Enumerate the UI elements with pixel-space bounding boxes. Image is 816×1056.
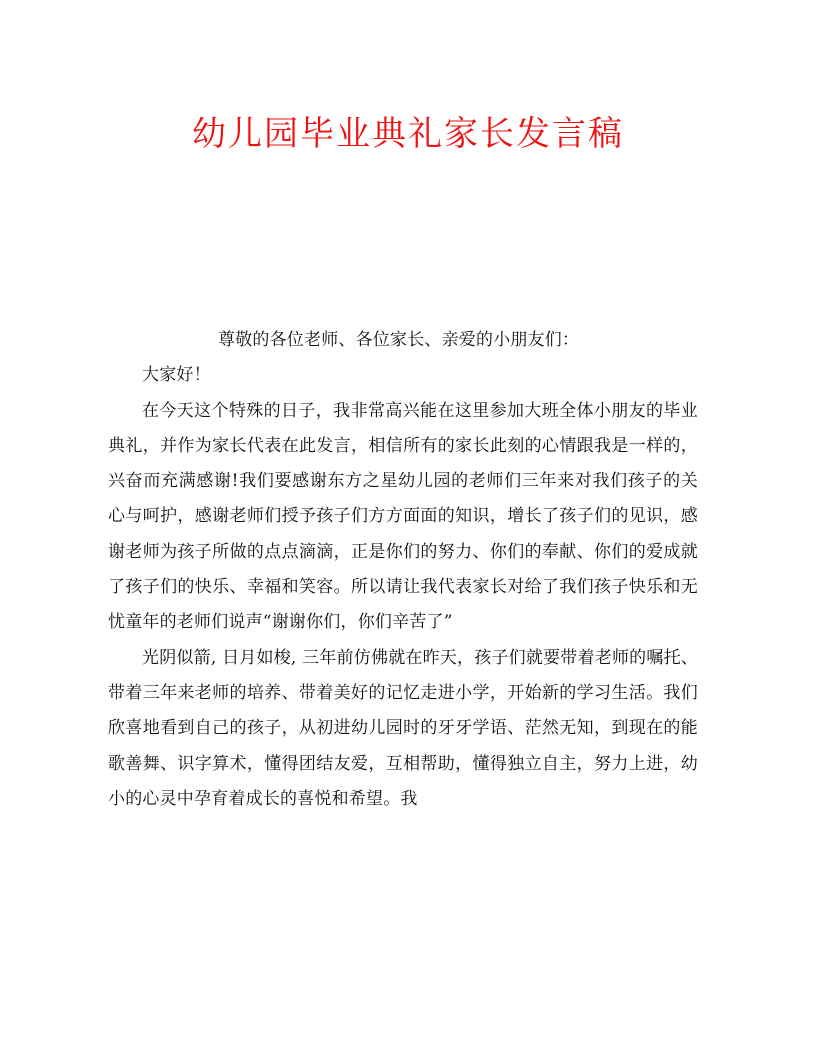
salutation-line: 尊敬的各位老师、各位家长、亲爱的小朋友们： — [218, 330, 580, 350]
document-body — [108, 323, 698, 817]
document-title: 幼儿园毕业典礼家长发言稿 — [192, 114, 624, 154]
body-paragraph: 在今天这个特殊的日子，我非常高兴能在这里参加大班全体小朋友的毕业典礼，并作为家长代表在此发言，相信所有的家长此刻的心情跟我是一样的，兴奋而充满感谢!我们要感谢东方之星幼儿园的老师们三年来对我们孩子的关心与呵护，感谢老师们授予孩子们方方面面的知识，增长了孩子们的见识，感谢老师为孩子所做的点点滴滴，正是你们的努力、你们的奉献、你们的爱成就了孩子们的快乐、幸福和笑容。所以请让我代表家长对给了我们孩子快乐和无忧童年的老师们说声“谢谢你们，你们辛苦了” — [108, 400, 698, 633]
body-paragraph: 光阴似箭, 日月如梭, 三年前仿佛就在昨天，孩子们就要带着老师的嘱托、带着三年来老师的培养、带着美好的记忆走进小学，开始新的学习生活。我们欣喜地看到自己的孩子，从初进幼儿园时的牙牙学语、茫然无知，到现在的能歌善舞、识字算术，懂得团结友爱，互相帮助，懂得独立自主，努力上进，幼小的心灵中孕育着成长的喜悦和希望。我 — [108, 647, 698, 809]
greeting-line: 大家好！ — [142, 365, 211, 386]
